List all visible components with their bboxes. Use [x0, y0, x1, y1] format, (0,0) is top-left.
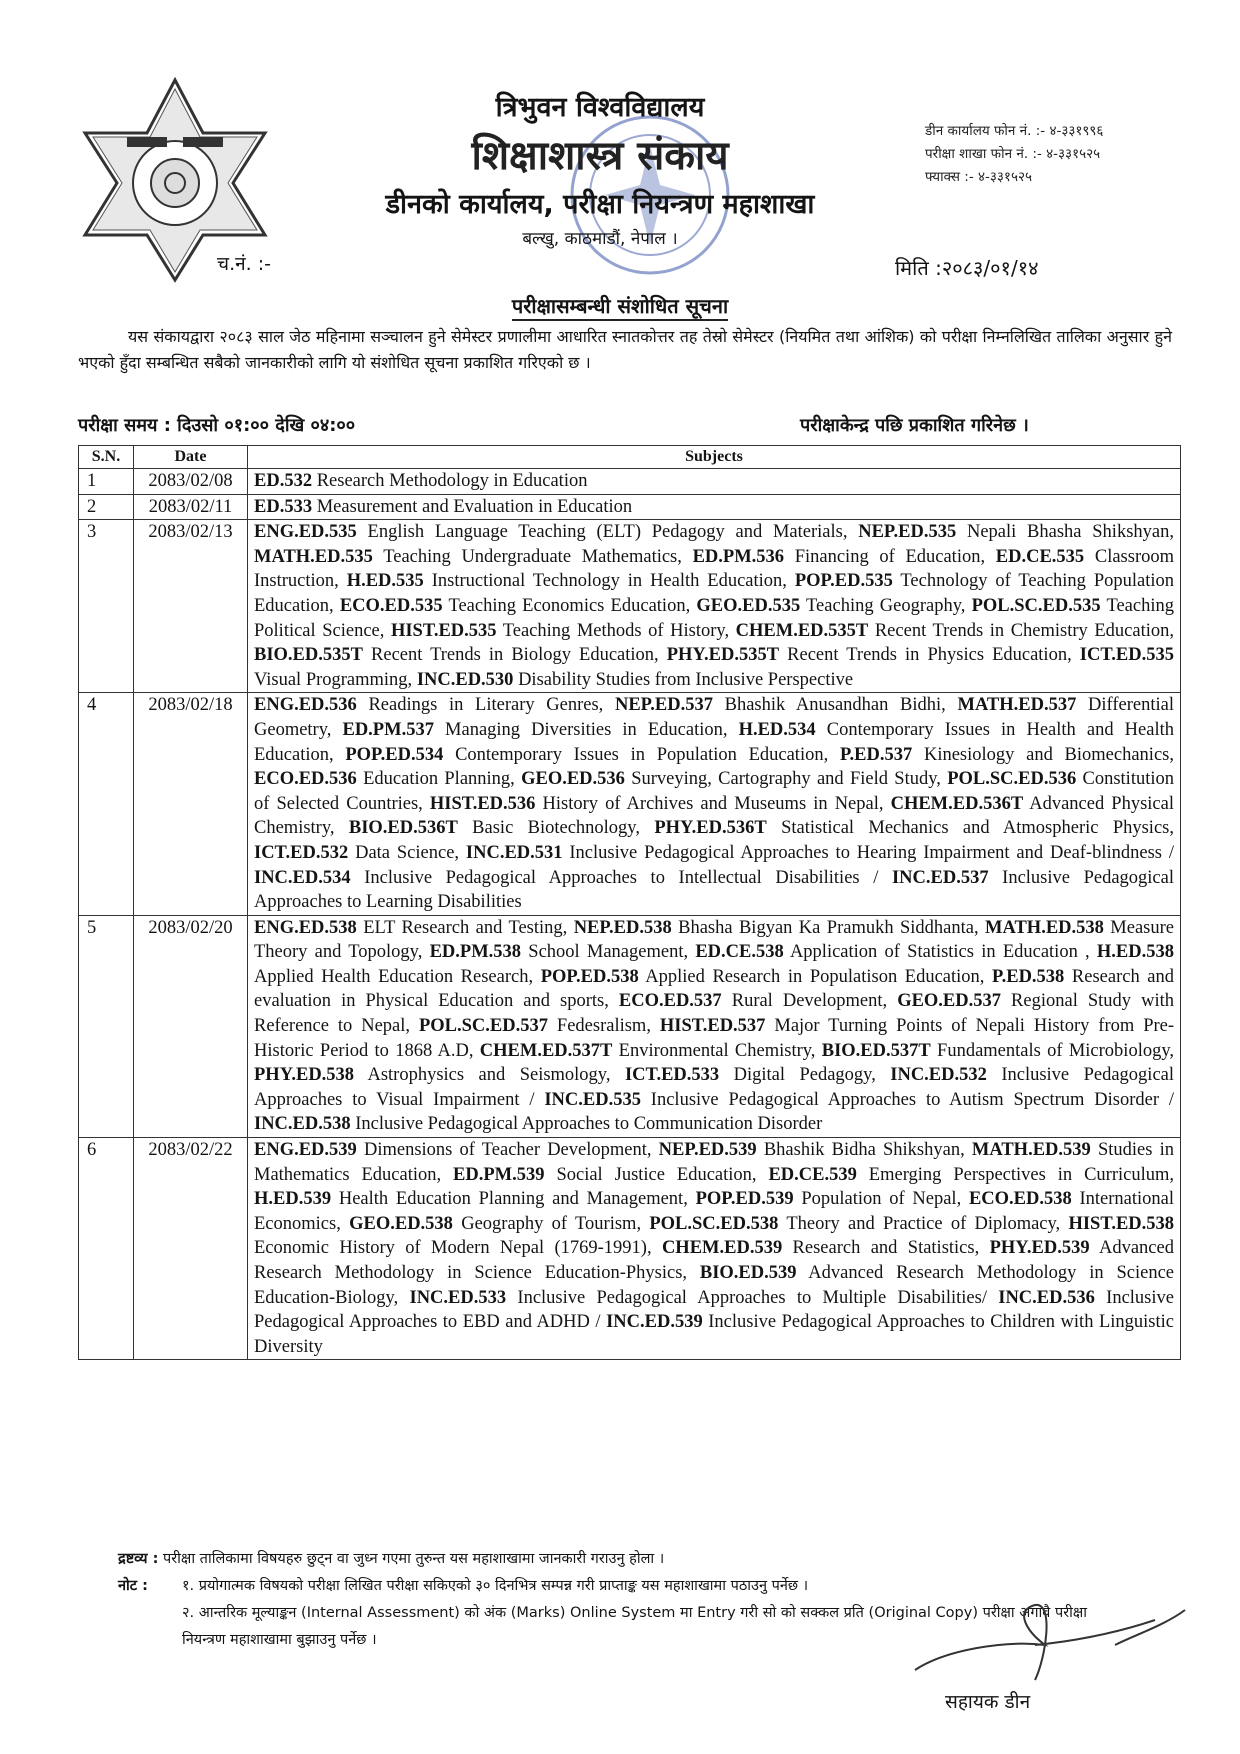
subject-code: NEP.ED.538: [573, 917, 672, 938]
subject-code: ED.533: [254, 496, 313, 517]
subject-title: Classroom Instruction,: [254, 546, 1175, 592]
row-sn: 5: [79, 915, 134, 1137]
subject-code: NEP.ED.539: [658, 1140, 757, 1161]
subject-code: ICT.ED.533: [624, 1065, 720, 1086]
subject-title: Advanced Research Methodology in Science Education-Physics,: [254, 1238, 1174, 1283]
subject-title: Visual Programming,: [254, 669, 417, 690]
exam-time: परीक्षा समय : दिउसो ०१:०० देखि ०४:००: [78, 415, 356, 436]
row-subjects: [248, 1138, 1181, 1360]
subject-title: Bhashik Anusandhan Bidhi,: [712, 695, 958, 716]
row-date: 2083/02/13: [134, 520, 248, 693]
subject-code: INC.ED.539: [606, 1312, 703, 1333]
subject-code: ICT.ED.535: [1079, 645, 1174, 666]
header-date: Date: [134, 446, 248, 469]
subject-code: ECO.ED.535: [339, 595, 443, 616]
subject-code: BIO.ED.539: [699, 1263, 797, 1283]
subject-title: Inclusive Pedagogical Approaches to EBD and ADHD /: [254, 1287, 1174, 1333]
row-subjects: [248, 494, 1181, 520]
exam-schedule-table: [78, 445, 1181, 1360]
subject-code: MATH.ED.537: [957, 695, 1077, 716]
subject-title: Advanced Research Methodology in Science Education-Biology,: [254, 1263, 1174, 1308]
subject-code: POL.SC.ED.537: [418, 1016, 548, 1037]
notice-intro: यस संकायद्वारा २०८३ साल जेठ महिनामा सञ्चालन हुने सेमेस्टर प्रणालीमा आधारित स्नातकोत्तर तह तेस्रो सेमेस्टर (नियमित तथा आंशिक) को परीक्षा निम्नलिखित तालिका अनुसार हुने भएको हुँदा सम्बन्धित सबैको जानकारीको लागि यो संशोधित सूचना प्रकाशित गरिएको छ ।: [78, 327, 1172, 372]
subject-title: Economic History of Modern Nepal (1769-1991),: [254, 1238, 662, 1259]
subject-code: H.ED.534: [738, 719, 816, 740]
table-body: [79, 469, 1181, 1360]
subject-title: Health Education Planning and Management,: [331, 1189, 696, 1210]
subject-code: PHY.ED.535T: [666, 645, 780, 666]
subject-code: INC.ED.537: [891, 867, 989, 888]
subject-code: INC.ED.533: [409, 1287, 507, 1308]
subject-code: ED.PM.539: [453, 1164, 545, 1185]
row-sn: 6: [79, 1138, 134, 1360]
subject-title: Dimensions of Teacher Development,: [356, 1140, 659, 1161]
subject-title: Rural Development,: [721, 991, 898, 1012]
subject-title: Inclusive Pedagogical Approaches to Visual Impairment /: [254, 1065, 1175, 1110]
table-row: [79, 1138, 1181, 1360]
subject-title: Social Justice Education,: [544, 1164, 769, 1185]
row-date: 2083/02/11: [134, 494, 248, 520]
subject-title: Recent Trends in Physics Education,: [779, 645, 1080, 666]
table-row: [79, 693, 1181, 915]
subject-code: INC.ED.536: [998, 1287, 1095, 1308]
header-subjects: Subjects: [248, 446, 1181, 469]
note-label: नोट :: [118, 1578, 148, 1594]
subject-title: Studies in Mathematics Education,: [254, 1140, 1174, 1185]
subject-title: Contemporary Issues in Population Education,: [443, 744, 840, 765]
subject-title: Applied Research in Populatison Education,: [638, 966, 992, 987]
row-date: 2083/02/18: [134, 693, 248, 915]
subject-code: ENG.ED.538: [254, 917, 357, 938]
subject-title: Population of Nepal,: [793, 1189, 969, 1210]
subject-code: ED.532: [254, 471, 313, 491]
row-subjects: [248, 693, 1181, 915]
subject-code: MATH.ED.538: [985, 917, 1104, 938]
subject-code: CHEM.ED.536T: [890, 793, 1024, 814]
subject-code: NEP.ED.537: [614, 695, 713, 716]
subject-title: Inclusive Pedagogical Approaches to Intellectual Disabilities /: [350, 867, 892, 888]
subject-title: ELT Research and Testing,: [356, 917, 574, 938]
subject-code: POL.SC.ED.536: [947, 769, 1077, 790]
notice-title: परीक्षासम्बन्धी संशोधित सूचना: [512, 294, 728, 321]
subject-code: ICT.ED.532: [254, 842, 349, 863]
subject-title: International Economics,: [254, 1189, 1174, 1234]
fax: फ्याक्स :- ४-३३१५२५: [925, 169, 1033, 185]
subject-code: H.ED.539: [254, 1189, 332, 1210]
subject-code: ENG.ED.539: [254, 1140, 357, 1161]
row-date: 2083/02/20: [134, 915, 248, 1137]
subject-code: CHEM.ED.537T: [479, 1040, 613, 1061]
office-name: डीनको कार्यालय, परीक्षा नियन्त्रण महाशाखा: [385, 189, 815, 220]
subject-code: POL.SC.ED.535: [971, 595, 1101, 616]
subject-code: NEP.ED.535: [858, 522, 957, 543]
subject-code: H.ED.538: [1096, 942, 1175, 963]
subject-title: Disability Studies from Inclusive Perspective: [513, 669, 854, 690]
table-row: [79, 520, 1181, 693]
subject-title: Applied Health Education Research,: [254, 966, 541, 987]
drashtavya-row: [118, 1546, 1098, 1573]
office-address: बल्खु, काठमाडौं, नेपाल ।: [522, 229, 678, 249]
subject-title: Regional Study with Reference to Nepal,: [254, 991, 1174, 1037]
subject-title: Research and evaluation in Physical Education and sports,: [254, 966, 1174, 1012]
subject-code: GEO.ED.537: [897, 991, 1002, 1012]
subject-title: Instructional Technology in Health Education,: [423, 571, 795, 592]
subject-title: Emerging Perspectives in Curriculum,: [856, 1164, 1174, 1185]
subject-code: H.ED.535: [346, 571, 424, 592]
subject-title: Application of Statistics in Education ,: [783, 942, 1097, 963]
subject-code: ECO.ED.536: [254, 769, 357, 790]
subject-title: Inclusive Pedagogical Approaches to Hearing Impairment and Deaf-blindness /: [562, 842, 1174, 863]
subject-title: Bhasha Bigyan Ka Pramukh Siddhanta,: [671, 917, 986, 938]
table-row: [79, 915, 1181, 1137]
subject-code: ECO.ED.538: [968, 1189, 1072, 1210]
subject-title: Geography of Tourism,: [452, 1213, 650, 1234]
subject-code: ED.CE.539: [768, 1164, 857, 1185]
row-sn: 4: [79, 693, 134, 915]
row-date: 2083/02/08: [134, 469, 248, 495]
subject-code: POL.SC.ED.538: [649, 1213, 779, 1234]
subject-code: INC.ED.531: [465, 842, 563, 863]
subject-title: Measure Theory and Topology,: [254, 917, 1175, 963]
subject-code: GEO.ED.536: [521, 769, 625, 790]
row-sn: 2: [79, 494, 134, 520]
subject-code: P.ED.537: [839, 744, 913, 765]
contact-info: [925, 120, 1103, 189]
subject-title: Environmental Chemistry,: [612, 1040, 822, 1061]
subject-code: ENG.ED.536: [254, 695, 357, 716]
subject-code: CHEM.ED.535T: [735, 620, 869, 641]
subject-code: HIST.ED.535: [390, 620, 497, 641]
subject-title: Statistical Mechanics and Atmospheric Physics,: [766, 818, 1174, 839]
subject-title: Major Turning Points of Nepali History from Pre-Historic Period to 1868 A.D,: [254, 1016, 1175, 1061]
subject-code: ED.CE.535: [995, 546, 1085, 567]
subject-code: CHEM.ED.539: [661, 1238, 783, 1259]
subject-code: ED.CE.538: [695, 942, 784, 963]
subject-code: INC.ED.538: [254, 1114, 351, 1135]
subject-title: Inclusive Pedagogical Approaches to Autism Spectrum Disorder /: [640, 1089, 1174, 1110]
signatory-designation: सहायक डीन: [945, 1691, 1031, 1713]
subject-title: Inclusive Pedagogical Approaches to Learning Disabilities: [254, 867, 1174, 913]
subject-code: INC.ED.532: [890, 1065, 987, 1086]
exam-phone: परीक्षा शाखा फोन नं. :- ४-३३१५२५: [925, 146, 1101, 162]
note-2: २. आन्तरिक मूल्याङ्कन (Internal Assessment) को अंक (Marks) Online System मा Entry गरी सो को सक्कल प्रति (Original Copy) परीक्षा अगावै परीक्षा नियन्त्रण महाशाखामा बुझाउनु पर्नेछ ।: [182, 1605, 1088, 1648]
subject-code: POP.ED.538: [540, 966, 639, 987]
subject-title: History of Archives and Museums in Nepal,: [535, 793, 891, 814]
subject-title: Nepali Bhasha Shikshyan,: [956, 522, 1174, 543]
row-subjects: [248, 469, 1181, 495]
dean-phone: डीन कार्यालय फोन नं. :- ४-३३१९९६: [925, 123, 1104, 139]
subject-code: POP.ED.534: [345, 744, 444, 765]
subject-title: Inclusive Pedagogical Approaches to Communication Disorder: [350, 1114, 823, 1135]
subject-code: ED.PM.536: [692, 546, 785, 567]
row-subjects: [248, 520, 1181, 693]
subject-code: INC.ED.534: [254, 867, 351, 888]
subject-title: Research Methodology in Education: [312, 471, 588, 491]
subject-title: Surveying, Cartography and Field Study,: [624, 769, 948, 790]
subject-code: GEO.ED.535: [696, 595, 801, 616]
row-subjects: [248, 915, 1181, 1137]
subject-code: BIO.ED.537T: [821, 1040, 931, 1061]
header-sn: S.N.: [79, 446, 134, 469]
subject-title: Advanced Physical Chemistry,: [254, 793, 1174, 839]
subject-title: Fundamentals of Microbiology,: [930, 1040, 1175, 1061]
subject-title: Recent Trends in Biology Education,: [362, 645, 667, 666]
subject-code: HIST.ED.536: [429, 793, 536, 814]
subject-title: Recent Trends in Chemistry Education,: [868, 620, 1174, 641]
subject-title: Theory and Practice of Diplomacy,: [778, 1213, 1069, 1234]
subject-code: ED.PM.537: [342, 719, 434, 740]
notice-date: मिति :२०८३/०१/१४: [895, 256, 1039, 280]
reference-number: च.नं. :-: [217, 253, 271, 275]
table-row: [79, 469, 1181, 495]
subject-code: P.ED.538: [992, 966, 1065, 987]
subject-title: Inclusive Pedagogical Approaches to Multiple Disabilities/: [506, 1287, 999, 1308]
subject-code: INC.ED.530: [416, 669, 514, 690]
subject-title: Readings in Literary Genres,: [356, 695, 615, 716]
subject-title: Teaching Political Science,: [254, 595, 1174, 641]
row-sn: 1: [79, 469, 134, 495]
subject-title: Fedesralism,: [547, 1016, 660, 1037]
subject-title: Basic Biotechnology,: [457, 818, 655, 839]
subject-code: INC.ED.535: [544, 1089, 641, 1110]
subject-title: School Management,: [521, 942, 696, 963]
table-header-row: [79, 446, 1181, 469]
subject-title: Kinesiology and Biomechanics,: [912, 744, 1174, 765]
notice-title-wrap: [0, 292, 1240, 319]
subject-title: Bhashik Bidha Shikshyan,: [756, 1140, 972, 1161]
subject-title: Teaching Geography,: [800, 595, 972, 616]
subject-title: English Language Teaching (ELT) Pedagogy and Materials,: [356, 522, 859, 543]
subject-title: Differential Geometry,: [254, 695, 1174, 740]
subject-code: HIST.ED.538: [1068, 1213, 1175, 1234]
subject-code: PHY.ED.539: [989, 1238, 1090, 1259]
subject-title: Astrophysics and Seismology,: [354, 1065, 625, 1086]
note-1: १. प्रयोगात्मक विषयको परीक्षा लिखित परीक्षा सकिएको ३० दिनभित्र सम्पन्न गरी प्राप्ताङ्क यस महाशाखामा पठाउनु पर्नेछ ।: [182, 1578, 809, 1594]
faculty-name: शिक्षाशास्त्र संकाय: [471, 133, 729, 179]
signature-icon: [885, 1590, 1195, 1690]
subject-title: Research and Statistics,: [782, 1238, 990, 1259]
subject-title: Teaching Undergraduate Mathematics,: [372, 546, 693, 567]
drashtavya-text: परीक्षा तालिकामा विषयहरु छुट्न वा जुध्न गएमा तुरुन्त यस महाशाखामा जानकारी गराउनु होला ।: [163, 1551, 665, 1567]
subject-code: ECO.ED.537: [618, 991, 722, 1012]
subject-code: GEO.ED.538: [349, 1213, 453, 1234]
subject-code: MATH.ED.535: [254, 546, 373, 567]
subject-code: ED.PM.538: [429, 942, 522, 963]
subject-code: PHY.ED.538: [254, 1065, 355, 1086]
subject-code: MATH.ED.539: [971, 1140, 1091, 1161]
exam-center-note: परीक्षाकेन्द्र पछि प्रकाशित गरिनेछ ।: [800, 415, 1029, 436]
table-row: [79, 494, 1181, 520]
drashtavya-label: द्रष्टव्य :: [118, 1551, 159, 1567]
university-name: त्रिभुवन विश्वविद्यालय: [495, 92, 705, 123]
letterhead: [320, 88, 880, 252]
subject-title: Constitution of Selected Countries,: [254, 769, 1174, 814]
subject-title: Inclusive Pedagogical Approaches to Children with Linguistic Diversity: [254, 1312, 1174, 1357]
subject-code: POP.ED.535: [794, 571, 893, 592]
subject-title: Data Science,: [348, 842, 466, 863]
subject-code: POP.ED.539: [695, 1189, 794, 1210]
subject-code: PHY.ED.536T: [654, 818, 767, 839]
row-date: 2083/02/22: [134, 1138, 248, 1360]
subject-title: Technology of Teaching Population Education,: [254, 571, 1175, 616]
subject-code: ENG.ED.535: [254, 522, 357, 543]
subject-title: Contemporary Issues in Health and Health Education,: [254, 719, 1174, 765]
subject-title: Teaching Methods of History,: [496, 620, 736, 641]
subject-code: HIST.ED.537: [659, 1016, 766, 1037]
subject-title: Digital Pedagogy,: [719, 1065, 891, 1086]
subject-title: Teaching Economics Education,: [442, 595, 697, 616]
subject-title: Managing Diversities in Education,: [433, 719, 739, 740]
subject-title: Financing of Education,: [784, 546, 996, 567]
subject-code: BIO.ED.535T: [254, 645, 363, 666]
subject-title: Measurement and Evaluation in Education: [312, 496, 633, 517]
row-sn: 3: [79, 520, 134, 693]
subject-code: BIO.ED.536T: [348, 818, 458, 839]
subject-title: Education Planning,: [356, 769, 522, 790]
